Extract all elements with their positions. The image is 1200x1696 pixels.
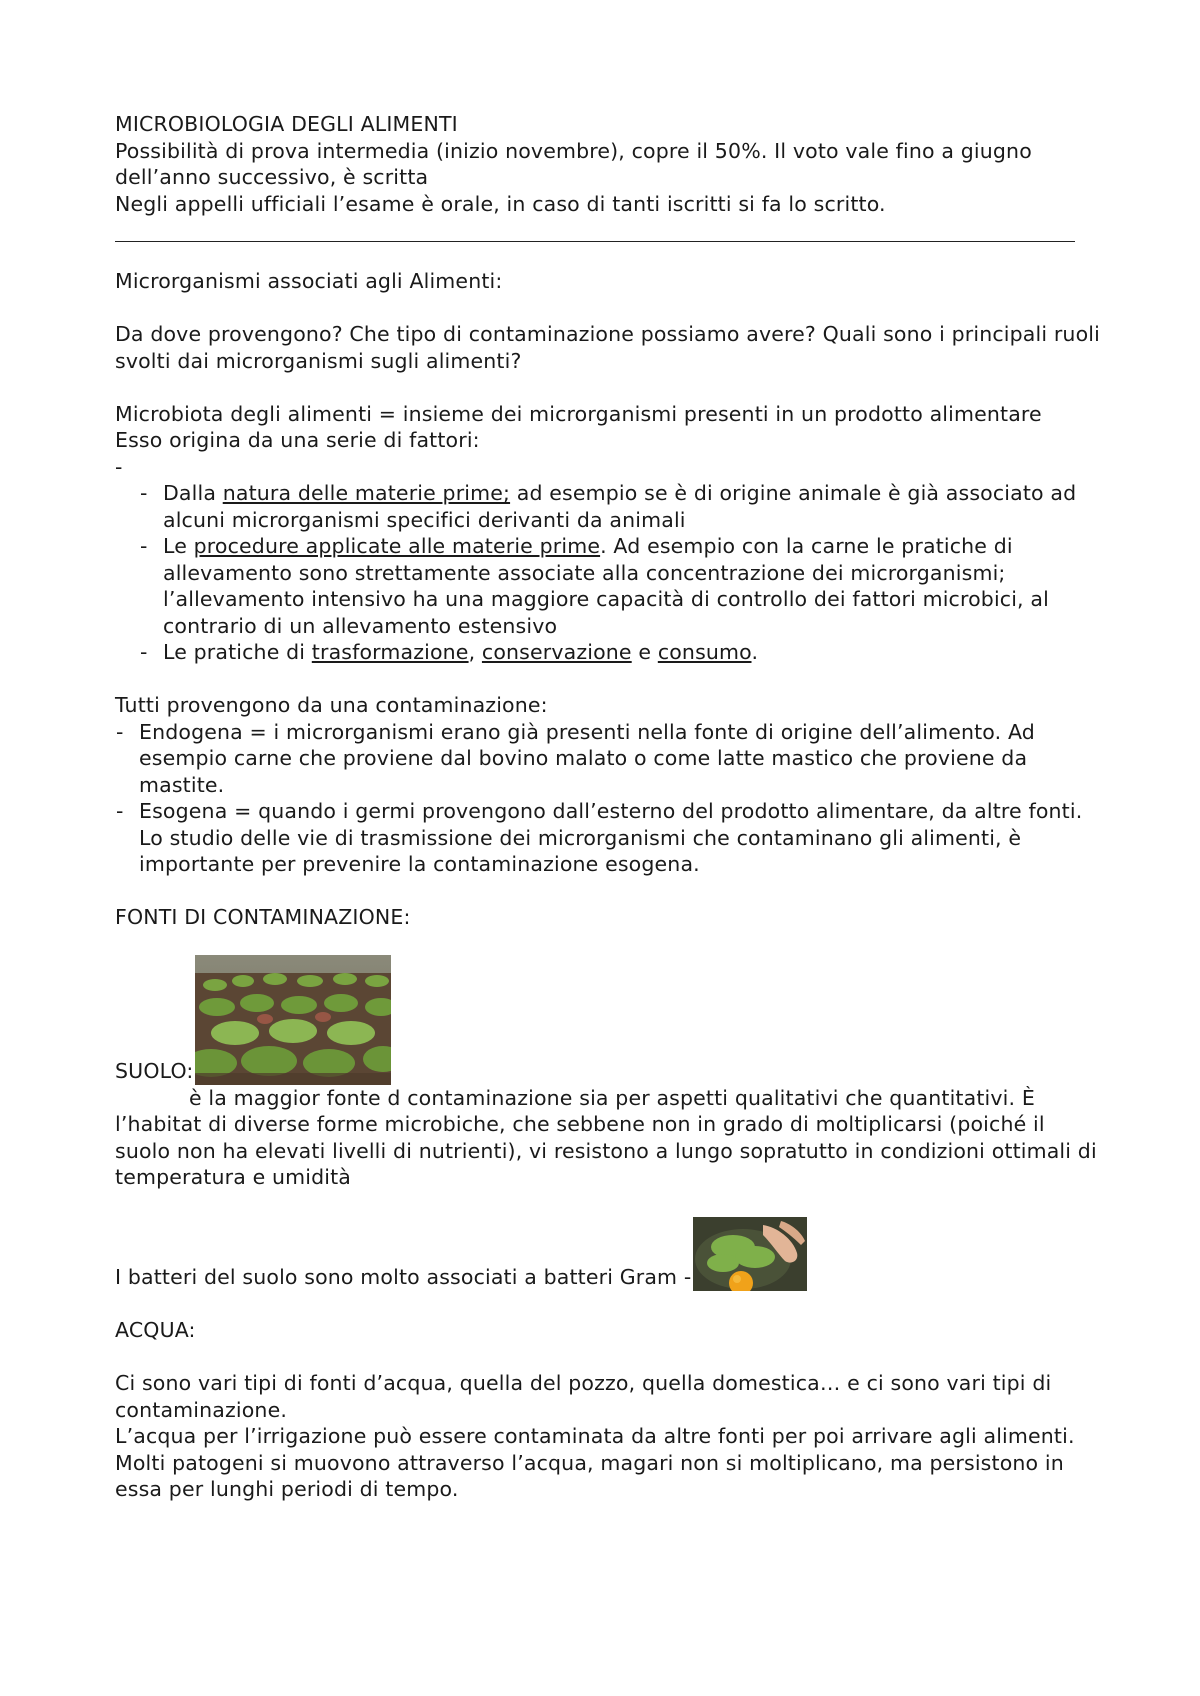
list-item: - Endogena = i microrganismi erano già presenti nella fonte di origine dell’alimento. Ad esempio carne che proviene dal bovino malato o come latte mastico che proviene da mastite. [115,719,1100,799]
fonti-heading: FONTI DI CONTAMINAZIONE: [115,905,411,929]
questions-paragraph: Da dove provengono? Che tipo di contaminazione possiamo avere? Quali sono i principali ruoli svolti dai microrganismi sugli alimenti? [115,322,1100,373]
exam-oral-line: Negli appelli ufficiali l’esame è orale, in caso di tanti iscritti si fa lo scritto. [115,191,886,216]
lettuce-field-image [195,955,391,1085]
list-item: - Le procedure applicate alle materie prime. Ad esempio con la carne le pratiche di allevamento sono strettamente associate alla concentrazione dei microrganismi; l’allevamento intensivo ha una maggiore capacità di controllo dei fattori microbici, al contrario di un allevamento estensivo [115,533,1100,639]
suolo-row [115,955,1100,1085]
gram-row [115,1217,1100,1291]
origin-intro: Esso origina da una serie di fattori: [115,428,480,452]
suolo-paragraph: è la maggior fonte d contaminazione sia per aspetti qualitativi che quantitativi. È l’habitat di diverse forme microbiche, che sebbene non in grado di moltiplicarsi (poiché il suolo non ha elevati livelli di nutrienti), vi resistono a lungo sopratutto in condizioni ottimali di temperatura e umidità [115,1085,1097,1189]
document-title: MICROBIOLOGIA DEGLI ALIMENTI [115,112,458,136]
list-item: - Esogena = quando i germi provengono dall’esterno del prodotto alimentare, da altre fonti. Lo studio delle vie di trasmissione dei microrganismi che contaminano gli alimenti, è importante per prevenire la contaminazione esogena. [115,798,1100,878]
stray-dash: - [115,454,123,479]
contamination-intro: Tutti provengono da una contaminazione: [115,693,548,717]
list-item: - Le pratiche di trasformazione, conservazione e consumo. [115,639,1100,666]
gram-text: I batteri del suolo sono molto associati a batteri Gram - [115,1265,692,1289]
acqua-paragraph-2: L’acqua per l’irrigazione può essere contaminata da altre fonti per poi arrivare agli alimenti. Molti patogeni si muovono attraverso l’acqua, magari non si moltiplicano, ma persistono in essa per lunghi periodi di tempo. [115,1424,1075,1501]
list-item: - Dalla natura delle materie prime; ad esempio se è di origine animale è già associato ad alcuni microrganismi specifici derivanti da animali [115,480,1100,533]
horizontal-rule [115,241,1075,242]
suolo-label: SUOLO: [115,1059,194,1083]
acqua-label: ACQUA: [115,1318,196,1342]
exam-info-line: Possibilità di prova intermedia (inizio novembre), copre il 50%. Il voto vale fino a giugno dell’anno successivo, è scritta [115,138,1032,189]
contamination-types-list [115,719,1100,878]
washing-vegetables-image [693,1217,807,1291]
section-heading-microrganismi: Microrganismi associati agli Alimenti: [115,269,503,293]
factors-list [115,480,1100,666]
microbiota-definition: Microbiota degli alimenti = insieme dei microrganismi presenti in un prodotto alimentare [115,401,1042,426]
acqua-paragraph-1: Ci sono vari tipi di fonti d’acqua, quella del pozzo, quella domestica… e ci sono vari tipi di contaminazione. [115,1371,1052,1422]
